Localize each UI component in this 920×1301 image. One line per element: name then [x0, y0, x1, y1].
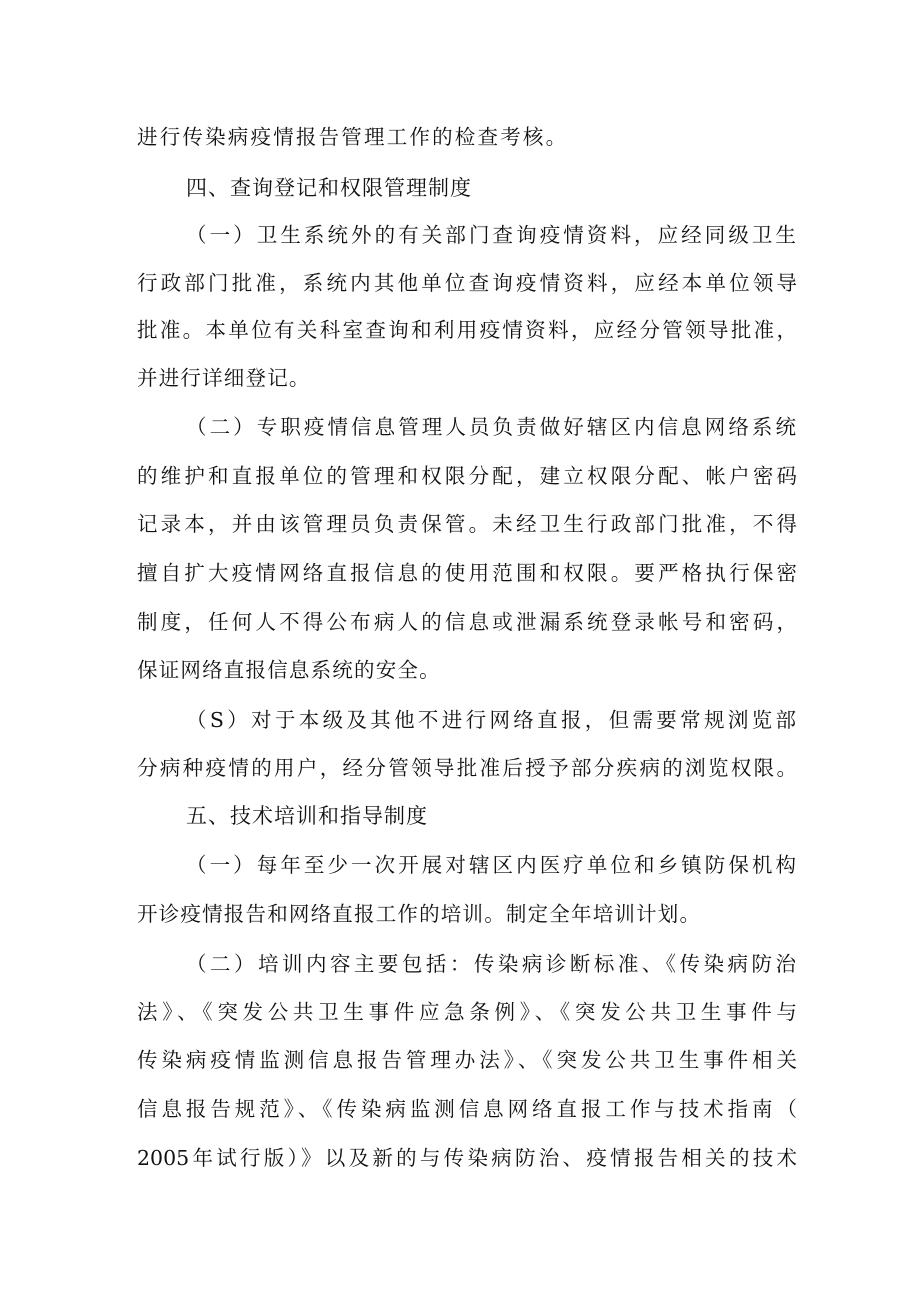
paragraph-2-line-5: 制度，任何人不得公布病人的信息或泄漏系统登录帐号和密码，	[137, 610, 797, 634]
paragraph-2-line-1: （二）专职疫情信息管理人员负责做好辖区内信息网络系统	[186, 415, 796, 439]
paragraph-2-line-3: 记录本，并由该管理员负责保管。未经卫生行政部门批准，不得	[137, 512, 797, 536]
paragraph-1-line-1: （一）卫生系统外的有关部门查询疫情资料，应经同级卫生	[186, 223, 796, 247]
paragraph-2-line-6: 保证网络直报信息系统的安全。	[137, 658, 441, 682]
paragraph-5-line-3: 传染病疫情监测信息报告管理办法》、《突发公共卫生事件相关	[137, 1048, 797, 1072]
paragraph-2-line-2: 的维护和直报单位的管理和权限分配，建立权限分配、帐户密码	[137, 464, 797, 488]
paragraph-5-line-5: 2005年试行版）》以及新的与传染病防治、疫情报告相关的技术	[137, 1146, 797, 1170]
paragraph-3-line-1: （S）对于本级及其他不进行网络直报，但需要常规浏览部	[186, 708, 796, 732]
paragraph-5-line-1: （二）培训内容主要包括：传染病诊断标准、《传染病防治	[186, 952, 796, 976]
paragraph-1-line-3: 批准。本单位有关科室查询和利用疫情资料，应经分管领导批准，	[137, 318, 797, 342]
paragraph-4-line-2: 开诊疫情报告和网络直报工作的培训。制定全年培训计划。	[137, 902, 702, 926]
paragraph-1-line-4: 并进行详细登记。	[137, 366, 311, 390]
paragraph-3-line-2: 分病种疫情的用户，经分管领导批准后授予部分疾病的浏览权限。	[137, 756, 797, 780]
paragraph-5-line-2: 法》、《突发公共卫生事件应急条例》、《突发公共卫生事件与	[137, 1000, 797, 1024]
section-heading-query-registration: 四、查询登记和权限管理制度	[186, 176, 472, 200]
section-heading-technical-training: 五、技术培训和指导制度	[186, 804, 428, 828]
paragraph-4-line-1: （一）每年至少一次开展对辖区内医疗单位和乡镇防保机构	[186, 853, 796, 877]
paragraph-1-line-2: 行政部门批准，系统内其他单位查询疫情资料，应经本单位领导	[137, 271, 797, 295]
text-line-continuation: 进行传染病疫情报告管理工作的检查考核。	[137, 125, 569, 149]
paragraph-2-line-4: 擅自扩大疫情网络直报信息的使用范围和权限。要严格执行保密	[137, 561, 797, 585]
paragraph-5-line-4: 信息报告规范》、《传染病监测信息网络直报工作与技术指南（	[137, 1097, 797, 1121]
